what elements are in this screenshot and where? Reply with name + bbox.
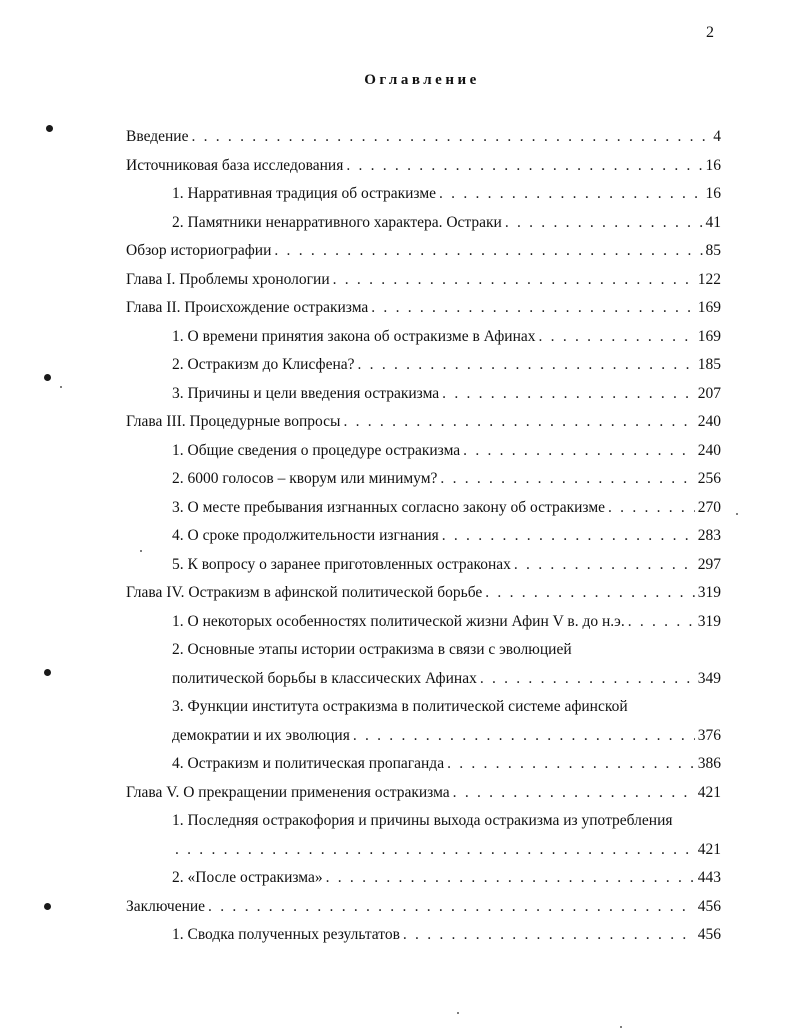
- toc-entry-label: 2. «После остракизма»: [172, 869, 323, 886]
- speck: [736, 513, 738, 515]
- toc-entry: [126, 155, 721, 177]
- toc-entry-label: политической борьбы в классических Афинах: [172, 669, 477, 687]
- toc-entry-page: 16: [705, 156, 721, 174]
- dot-leader: [628, 611, 695, 633]
- toc-entry-label: 1. Сводка полученных результатов: [172, 926, 400, 943]
- toc-entry-line: [172, 696, 721, 718]
- toc-entry-label: Заключение: [126, 897, 206, 915]
- dot-leader: [442, 383, 695, 405]
- toc-entry-page: 421: [697, 840, 721, 858]
- dot-leader: [442, 525, 695, 547]
- toc-entry-page: 4: [713, 128, 721, 145]
- toc-entry-label: 3. О месте пребывания изгнанных согласно закону об остракизме: [172, 498, 606, 516]
- dot-leader: [539, 326, 695, 348]
- toc-entry-page: 240: [697, 413, 721, 430]
- toc-entry: [172, 611, 721, 633]
- toc-entry-page: 122: [697, 270, 721, 288]
- toc-entry-page: 85: [705, 242, 721, 259]
- toc-entry: [172, 468, 721, 490]
- toc-entry-label: 5. К вопросу о заранее приготовленных остраконах: [172, 555, 511, 573]
- toc-entry: [172, 867, 721, 889]
- toc-entry-label: 2. Основные этапы истории остракизма в связи с эволюцией: [172, 641, 572, 658]
- toc-entry-page: 207: [697, 384, 721, 402]
- binder-hole-2: [44, 374, 51, 381]
- toc-entry: [172, 212, 721, 234]
- toc-entry-label: 1. О некоторых особенностях политической жизни Афин V в. до н.э.: [172, 612, 625, 630]
- dot-leader: [333, 269, 695, 291]
- toc-entry-label: Введение: [126, 128, 189, 145]
- toc-entry-page: 240: [697, 441, 721, 459]
- toc-entry: [172, 525, 721, 547]
- toc-entry-label: демократии и их эволюция: [172, 726, 350, 744]
- dot-leader: [463, 440, 695, 462]
- toc-entry: [172, 753, 721, 775]
- toc-entry: [126, 411, 721, 433]
- toc-entry-label: 4. О сроке продолжительности изгнания: [172, 527, 439, 544]
- toc-entry-label: 1. Последняя остракофория и причины выхода остракизма из употребления: [172, 812, 673, 829]
- toc-entry: [126, 297, 721, 319]
- toc-entry: [172, 554, 721, 576]
- toc-entry-page: 270: [697, 498, 721, 516]
- toc-entry-label: Глава III. Процедурные вопросы: [126, 413, 341, 430]
- toc-entry: [126, 582, 721, 604]
- toc-entry-label: Источниковая база исследования: [126, 156, 344, 174]
- toc-title: Оглавление: [364, 72, 480, 88]
- dot-leader: [346, 155, 702, 177]
- toc-entry-page: 421: [697, 783, 721, 801]
- toc-entry: [172, 839, 721, 861]
- binder-hole-4: [44, 903, 51, 910]
- toc-entry: [126, 782, 721, 804]
- speck: [60, 386, 62, 388]
- toc-entry: [126, 240, 721, 262]
- dot-leader: [608, 497, 695, 519]
- dot-leader: [274, 240, 702, 262]
- binder-hole-1: [46, 125, 53, 132]
- toc-entry: [126, 896, 721, 918]
- toc-entry-page: 169: [697, 327, 721, 345]
- toc-entry-label: 4. Остракизм и политическая пропаганда: [172, 755, 445, 772]
- toc-entry-label: 1. О времени принятия закона об остракизме в Афинах: [172, 327, 536, 345]
- speck: [457, 1012, 459, 1014]
- dot-leader: [191, 126, 710, 148]
- dot-leader: [440, 468, 694, 490]
- toc-entry-page: 319: [697, 612, 721, 630]
- toc-entry: [172, 497, 721, 519]
- dot-leader: [403, 924, 695, 946]
- toc-entry: [172, 668, 721, 690]
- toc-entry-label: Глава I. Проблемы хронологии: [126, 270, 330, 288]
- dot-leader: [371, 297, 694, 319]
- toc-entry-page: 386: [697, 755, 721, 772]
- toc-entry-label: Глава V. О прекращении применения остракизма: [126, 783, 450, 801]
- toc-entry-page: 283: [697, 527, 721, 544]
- toc-entry-page: 169: [697, 299, 721, 316]
- toc-entry: [172, 383, 721, 405]
- dot-leader: [343, 411, 694, 433]
- dot-leader: [439, 183, 702, 205]
- toc-entry: [172, 183, 721, 205]
- dot-leader: [485, 582, 694, 604]
- toc-entry-page: 256: [697, 470, 721, 487]
- toc-entry-label: 1. Общие сведения о процедуре остракизма: [172, 441, 461, 459]
- toc-entry-label: Глава IV. Остракизм в афинской политической борьбе: [126, 584, 483, 601]
- speck: [140, 550, 142, 552]
- toc-entry-label: 2. Памятники ненарративного характера. Остраки: [172, 213, 502, 231]
- dot-leader: [326, 867, 695, 889]
- toc-entry: [126, 126, 721, 148]
- toc-entry-page: 376: [697, 726, 721, 744]
- toc-entry-label: 2. 6000 голосов – кворум или минимум?: [172, 470, 438, 487]
- dot-leader: [505, 212, 703, 234]
- dot-leader: [175, 839, 695, 861]
- toc-entry-line: [172, 810, 721, 832]
- toc-entry: [172, 354, 721, 376]
- toc-entry-page: 297: [697, 555, 721, 573]
- dot-leader: [447, 753, 695, 775]
- dot-leader: [480, 668, 695, 690]
- toc-entry-page: 41: [705, 213, 721, 231]
- toc-entry-page: 185: [697, 356, 721, 373]
- toc-entry-page: 349: [697, 669, 721, 687]
- toc-entry: [172, 326, 721, 348]
- dot-leader: [453, 782, 695, 804]
- dot-leader: [358, 354, 695, 376]
- binder-hole-3: [44, 669, 51, 676]
- toc-entry-label: 1. Нарративная традиция об остракизме: [172, 185, 437, 202]
- toc-entry: [172, 924, 721, 946]
- toc-entry-label: 2. Остракизм до Клисфена?: [172, 356, 355, 373]
- speck: [620, 1026, 622, 1028]
- toc-entry-page: 456: [697, 926, 721, 943]
- toc-entry-label: Обзор историографии: [126, 242, 272, 259]
- toc-entry: [126, 269, 721, 291]
- toc-entry: [172, 440, 721, 462]
- toc-entry-label: Глава II. Происхождение остракизма: [126, 299, 369, 316]
- toc-entry-label: 3. Функции института остракизма в политической системе афинской: [172, 698, 628, 715]
- dot-leader: [514, 554, 695, 576]
- dot-leader: [353, 725, 695, 747]
- toc-entry-page: 319: [697, 584, 721, 601]
- toc-entry-line: [172, 639, 721, 661]
- toc-entry: [172, 725, 721, 747]
- toc-entry-page: 16: [705, 185, 721, 202]
- toc-entry-page: 456: [697, 897, 721, 915]
- toc-entry-page: 443: [697, 869, 721, 886]
- toc-entry-label: 3. Причины и цели введения остракизма: [172, 384, 440, 402]
- dot-leader: [208, 896, 695, 918]
- page-number: 2: [706, 24, 714, 41]
